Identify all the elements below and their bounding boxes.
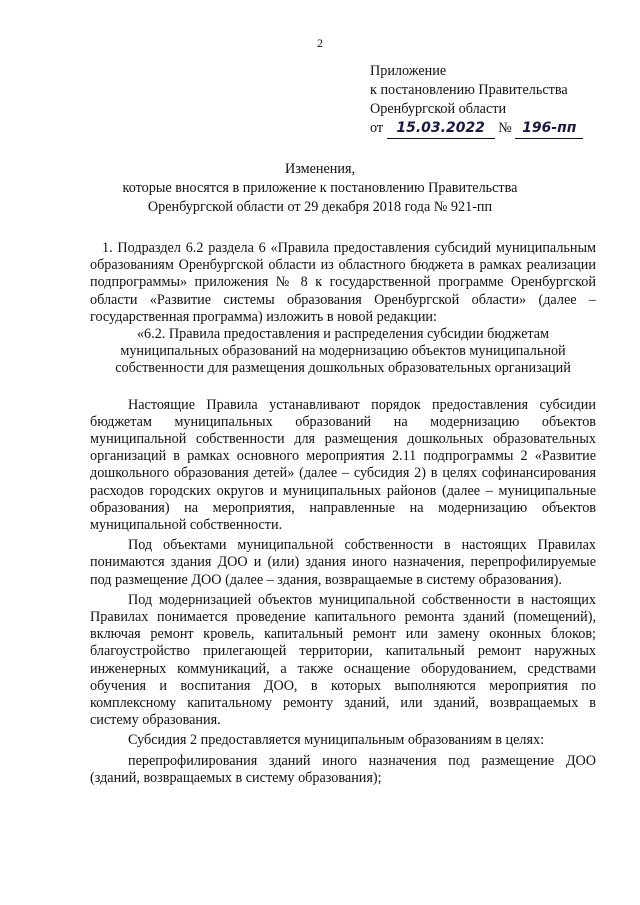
paragraph-4: Под модернизацией объектов муниципальной собственности в настоящих Правилах понимается проведение капитального ремонта зданий (помещений), включая ремонт кровель, капитальный ремонт или замену оконных блоков; благоустройство прилегающей территории, капитальный ремонт наружных инженерных коммуникаций, а также оснащение оборудованием, средствами обучения и воспитания ДОО, в которых выполняются мероприятия по комплексному капитальному ремонту зданий, или зданий, возвращаемых в систему образования.: [90, 591, 596, 729]
spacer: [90, 378, 596, 397]
heading-title: Изменения,: [284, 161, 356, 177]
handwritten-date: 15.03.2022: [387, 119, 495, 139]
heading-subtitle-2: Оренбургской области от 29 декабря 2018 года № 921-пп: [147, 199, 493, 215]
number-prefix: №: [498, 120, 512, 136]
document-body: [90, 240, 596, 787]
paragraph-6: перепрофилирования зданий иного назначения под размещение ДОО (зданий, возвращаемых в систему образования);: [90, 752, 596, 786]
heading-subtitle-1: которые вносятся в приложение к постановлению Правительства: [122, 180, 518, 196]
paragraph-2: Настоящие Правила устанавливают порядок предоставления субсидии бюджетам муниципальных образований на модернизацию объектов муниципальной собственности для размещения дошкольных образовательных организаций в рамках основного мероприятия 2.11 подпрограммы 2 «Развитие дошкольного образования детей» (далее – субсидия 2) в целях софинансирования расходов городских округов и муниципальных районов (далее – муниципальные образования) на мероприятия, направленные на модернизацию объектов муниципальной собственности.: [90, 396, 596, 534]
page-number: 2: [317, 36, 323, 50]
paragraph-3: Под объектами муниципальной собственности в настоящих Правилах понимаются здания ДОО и (или) здания иного назначения, перепрофилируемые под размещение ДОО (далее – здания, возвращаемые в систему образования).: [90, 537, 596, 588]
appendix-ref-line: к постановлению Правительства: [370, 82, 568, 98]
handwritten-number: 196-пп: [515, 119, 583, 139]
paragraph-1: 1. Подраздел 6.2 раздела 6 «Правила предоставления субсидий муниципальным образованиям Оренбургской области из областного бюджета в рамках реализации подпрограммы» приложения № 8 к государственной программе Оренбургской области «Развитие системы образования Оренбургской области» (далее – государственная программа) изложить в новой редакции:: [90, 240, 596, 325]
appendix-block: [370, 62, 620, 139]
document-heading: [60, 160, 580, 217]
paragraph-5: Субсидия 2 предоставляется муниципальным образованиям в целях:: [128, 732, 545, 749]
date-prefix: от: [370, 120, 384, 136]
appendix-title: Приложение: [370, 63, 447, 79]
subsection-title: «6.2. Правила предоставления и распределения субсидии бюджетам муниципальных образований на модернизацию объектов муниципальной собственности для размещения дошкольных образовательных организаций: [115, 326, 571, 377]
appendix-region-line: Оренбургской области: [370, 101, 507, 117]
appendix-date-line: [370, 119, 620, 139]
